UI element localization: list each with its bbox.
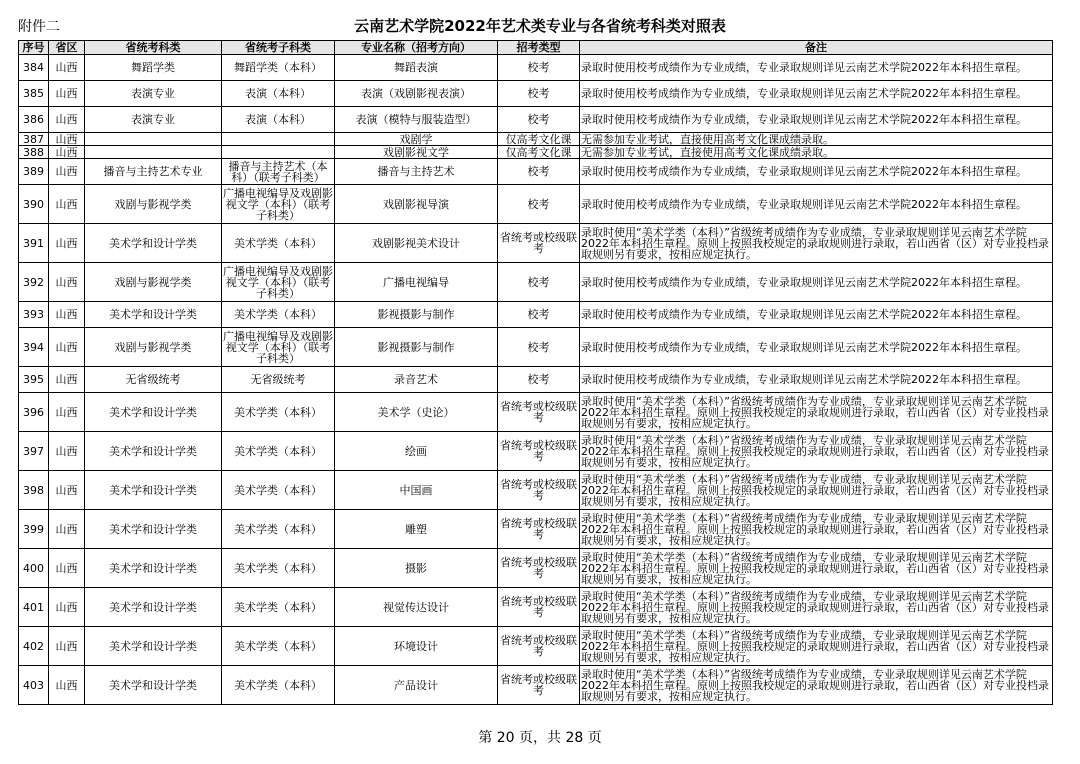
table-row: [19, 588, 1053, 627]
subcategory-cell: 美术学类（本科）: [222, 302, 335, 328]
row-number-cell: 391: [19, 224, 49, 263]
exam-type-cell: 校考: [498, 55, 580, 81]
row-number-cell: 388: [19, 146, 49, 159]
column-header-subcategory: 省统考子科类: [222, 41, 335, 55]
category-cell: 无省级统考: [85, 367, 222, 393]
row-number-cell: 399: [19, 510, 49, 549]
category-cell: 舞蹈学类: [85, 55, 222, 81]
row-number-cell: 394: [19, 328, 49, 367]
exam-type-cell: 省统考或校级联考: [498, 510, 580, 549]
province-cell: 山西: [49, 302, 85, 328]
major-cell: 中国画: [335, 471, 498, 510]
subcategory-cell: 美术学类（本科）: [222, 432, 335, 471]
exam-type-cell: 校考: [498, 302, 580, 328]
exam-type-cell: 校考: [498, 263, 580, 302]
major-cell: 影视摄影与制作: [335, 302, 498, 328]
province-cell: 山西: [49, 471, 85, 510]
note-cell: 录取时使用校考成绩作为专业成绩，专业录取规则详见云南艺术学院2022年本科招生章程。: [580, 159, 1053, 185]
exam-type-cell: 校考: [498, 185, 580, 224]
category-cell: 美术学和设计学类: [85, 393, 222, 432]
province-cell: 山西: [49, 510, 85, 549]
note-cell: 录取时使用校考成绩作为专业成绩，专业录取规则详见云南艺术学院2022年本科招生章程。: [580, 81, 1053, 107]
exam-type-cell: 省统考或校级联考: [498, 588, 580, 627]
exam-type-cell: 仅高考文化课: [498, 133, 580, 146]
major-cell: 美术学（史论）: [335, 393, 498, 432]
major-cell: 戏剧学: [335, 133, 498, 146]
note-cell: 录取时使用校考成绩作为专业成绩，专业录取规则详见云南艺术学院2022年本科招生章程。: [580, 367, 1053, 393]
major-cell: 戏剧影视美术设计: [335, 224, 498, 263]
category-cell: [85, 146, 222, 159]
exam-type-cell: 省统考或校级联考: [498, 666, 580, 705]
table-row: [19, 367, 1053, 393]
exam-type-cell: 校考: [498, 81, 580, 107]
column-header-category: 省统考科类: [85, 41, 222, 55]
table-row: [19, 107, 1053, 133]
exam-type-cell: 省统考或校级联考: [498, 549, 580, 588]
table-row: [19, 159, 1053, 185]
exam-type-cell: 省统考或校级联考: [498, 471, 580, 510]
subcategory-cell: 美术学类（本科）: [222, 393, 335, 432]
row-number-cell: 385: [19, 81, 49, 107]
subcategory-cell: 美术学类（本科）: [222, 471, 335, 510]
exam-type-cell: 省统考或校级联考: [498, 224, 580, 263]
category-cell: 美术学和设计学类: [85, 510, 222, 549]
table-row: [19, 549, 1053, 588]
province-cell: 山西: [49, 549, 85, 588]
category-cell: [85, 133, 222, 146]
subcategory-cell: 表演（本科）: [222, 107, 335, 133]
province-cell: 山西: [49, 367, 85, 393]
note-cell: 录取时使用“美术学类（本科）”省级统考成绩作为专业成绩，专业录取规则详见云南艺术学院2022年本科招生章程。原则上按照我校规定的录取规则进行录取，若山西省（区）对专业投档录取规则另有要求，按相应规定执行。: [580, 549, 1053, 588]
note-cell: 录取时使用“美术学类（本科）”省级统考成绩作为专业成绩，专业录取规则详见云南艺术学院2022年本科招生章程。原则上按照我校规定的录取规则进行录取，若山西省（区）对专业投档录取规则另有要求，按相应规定执行。: [580, 588, 1053, 627]
table-row: [19, 627, 1053, 666]
row-number-cell: 389: [19, 159, 49, 185]
major-cell: 环境设计: [335, 627, 498, 666]
province-cell: 山西: [49, 159, 85, 185]
category-cell: 美术学和设计学类: [85, 224, 222, 263]
major-cell: 绘画: [335, 432, 498, 471]
subcategory-cell: 播音与主持艺术（本科）（联考子科类）: [222, 159, 335, 185]
category-cell: 戏剧与影视学类: [85, 263, 222, 302]
province-cell: 山西: [49, 185, 85, 224]
subcategory-cell: 无省级统考: [222, 367, 335, 393]
province-cell: 山西: [49, 627, 85, 666]
note-cell: 无需参加专业考试，直接使用高考文化课成绩录取。: [580, 146, 1053, 159]
note-cell: 录取时使用“美术学类（本科）”省级统考成绩作为专业成绩，专业录取规则详见云南艺术学院2022年本科招生章程。原则上按照我校规定的录取规则进行录取，若山西省（区）对专业投档录取规则另有要求，按相应规定执行。: [580, 393, 1053, 432]
exam-type-cell: 校考: [498, 367, 580, 393]
note-cell: 录取时使用“美术学类（本科）”省级统考成绩作为专业成绩，专业录取规则详见云南艺术学院2022年本科招生章程。原则上按照我校规定的录取规则进行录取，若山西省（区）对专业投档录取规则另有要求，按相应规定执行。: [580, 224, 1053, 263]
row-number-cell: 393: [19, 302, 49, 328]
table-row: [19, 666, 1053, 705]
exam-type-cell: 仅高考文化课: [498, 146, 580, 159]
row-number-cell: 401: [19, 588, 49, 627]
category-cell: 美术学和设计学类: [85, 627, 222, 666]
table-row: [19, 471, 1053, 510]
row-number-cell: 396: [19, 393, 49, 432]
major-cell: 表演（戏剧影视表演）: [335, 81, 498, 107]
column-header-major: 专业名称（招考方向）: [335, 41, 498, 55]
subcategory-cell: 表演（本科）: [222, 81, 335, 107]
subcategory-cell: 美术学类（本科）: [222, 549, 335, 588]
exam-type-cell: 省统考或校级联考: [498, 432, 580, 471]
row-number-cell: 392: [19, 263, 49, 302]
major-cell: 摄影: [335, 549, 498, 588]
province-cell: 山西: [49, 55, 85, 81]
note-cell: 录取时使用“美术学类（本科）”省级统考成绩作为专业成绩，专业录取规则详见云南艺术学院2022年本科招生章程。原则上按照我校规定的录取规则进行录取，若山西省（区）对专业投档录取规则另有要求，按相应规定执行。: [580, 666, 1053, 705]
subcategory-cell: 美术学类（本科）: [222, 627, 335, 666]
major-cell: 影视摄影与制作: [335, 328, 498, 367]
subcategory-cell: 广播电视编导及戏剧影视文学（本科）（联考子科类）: [223, 264, 333, 300]
category-cell: 播音与主持艺术专业: [85, 159, 222, 185]
row-number-cell: 397: [19, 432, 49, 471]
note-cell: 无需参加专业考试，直接使用高考文化课成绩录取。: [580, 133, 1053, 146]
note-cell: 录取时使用校考成绩作为专业成绩，专业录取规则详见云南艺术学院2022年本科招生章程。: [580, 328, 1053, 367]
page-number: 第 20 页，共 28 页: [478, 730, 602, 746]
attachment-label: 附件二: [18, 19, 60, 35]
table-row: [19, 81, 1053, 107]
table-body: [19, 55, 1053, 705]
note-cell: 录取时使用校考成绩作为专业成绩，专业录取规则详见云南艺术学院2022年本科招生章程。: [580, 107, 1053, 133]
province-cell: 山西: [49, 133, 85, 146]
column-header-exam-type: 招考类型: [498, 41, 580, 55]
table-row: [19, 263, 1053, 302]
province-cell: 山西: [49, 224, 85, 263]
document-title: 云南艺术学院2022年艺术类专业与各省统考科类对照表: [354, 17, 726, 35]
province-cell: 山西: [49, 328, 85, 367]
major-cell: 戏剧影视文学: [335, 146, 498, 159]
major-cell: 表演（模特与服装造型）: [335, 107, 498, 133]
major-cell: 戏剧影视导演: [335, 185, 498, 224]
exam-type-cell: 校考: [498, 328, 580, 367]
row-number-cell: 395: [19, 367, 49, 393]
row-number-cell: 402: [19, 627, 49, 666]
note-cell: 录取时使用校考成绩作为专业成绩，专业录取规则详见云南艺术学院2022年本科招生章程。: [580, 185, 1053, 224]
note-cell: 录取时使用“美术学类（本科）”省级统考成绩作为专业成绩，专业录取规则详见云南艺术学院2022年本科招生章程。原则上按照我校规定的录取规则进行录取，若山西省（区）对专业投档录取规则另有要求，按相应规定执行。: [580, 471, 1053, 510]
category-cell: 戏剧与影视学类: [85, 328, 222, 367]
row-number-cell: 400: [19, 549, 49, 588]
category-cell: 美术学和设计学类: [85, 588, 222, 627]
subcategory-cell: 美术学类（本科）: [222, 588, 335, 627]
note-cell: 录取时使用“美术学类（本科）”省级统考成绩作为专业成绩，专业录取规则详见云南艺术学院2022年本科招生章程。原则上按照我校规定的录取规则进行录取，若山西省（区）对专业投档录取规则另有要求，按相应规定执行。: [580, 510, 1053, 549]
table-row: [19, 133, 1053, 146]
row-number-cell: 390: [19, 185, 49, 224]
table-row: [19, 185, 1053, 224]
province-cell: 山西: [49, 81, 85, 107]
category-cell: 表演专业: [85, 107, 222, 133]
table-row: [19, 302, 1053, 328]
province-cell: 山西: [49, 107, 85, 133]
table-row: [19, 55, 1053, 81]
table-row: [19, 328, 1053, 367]
column-header-note: 备注: [580, 41, 1053, 55]
subcategory-cell: [222, 146, 335, 159]
province-cell: 山西: [49, 432, 85, 471]
table-row: [19, 224, 1053, 263]
note-cell: 录取时使用校考成绩作为专业成绩，专业录取规则详见云南艺术学院2022年本科招生章程。: [580, 55, 1053, 81]
major-cell: 视觉传达设计: [335, 588, 498, 627]
subcategory-cell: 美术学类（本科）: [222, 510, 335, 549]
column-header-no: 序号: [19, 41, 49, 55]
subcategory-cell: 广播电视编导及戏剧影视文学（本科）（联考子科类）: [223, 329, 333, 365]
category-cell: 美术学和设计学类: [85, 666, 222, 705]
province-cell: 山西: [49, 588, 85, 627]
table-row: [19, 432, 1053, 471]
province-cell: 山西: [49, 393, 85, 432]
category-cell: 表演专业: [85, 81, 222, 107]
major-cell: 产品设计: [335, 666, 498, 705]
major-cell: 舞蹈表演: [335, 55, 498, 81]
note-cell: 录取时使用“美术学类（本科）”省级统考成绩作为专业成绩，专业录取规则详见云南艺术学院2022年本科招生章程。原则上按照我校规定的录取规则进行录取，若山西省（区）对专业投档录取规则另有要求，按相应规定执行。: [580, 627, 1053, 666]
subcategory-cell: 美术学类（本科）: [222, 666, 335, 705]
subcategory-cell: 美术学类（本科）: [222, 224, 335, 263]
subcategory-cell: 舞蹈学类（本科）: [222, 55, 335, 81]
exam-type-cell: 校考: [498, 159, 580, 185]
category-cell: 戏剧与影视学类: [85, 185, 222, 224]
column-header-province: 省区: [49, 41, 85, 55]
admissions-table: [18, 40, 1053, 705]
table-header-row: [19, 41, 1053, 55]
major-cell: 广播电视编导: [335, 263, 498, 302]
major-cell: 录音艺术: [335, 367, 498, 393]
major-cell: 播音与主持艺术: [335, 159, 498, 185]
exam-type-cell: 省统考或校级联考: [498, 393, 580, 432]
row-number-cell: 387: [19, 133, 49, 146]
note-cell: 录取时使用校考成绩作为专业成绩，专业录取规则详见云南艺术学院2022年本科招生章程。: [580, 263, 1053, 302]
row-number-cell: 386: [19, 107, 49, 133]
category-cell: 美术学和设计学类: [85, 432, 222, 471]
category-cell: 美术学和设计学类: [85, 302, 222, 328]
row-number-cell: 398: [19, 471, 49, 510]
province-cell: 山西: [49, 263, 85, 302]
note-cell: 录取时使用校考成绩作为专业成绩，专业录取规则详见云南艺术学院2022年本科招生章程。: [580, 302, 1053, 328]
table-row: [19, 393, 1053, 432]
major-cell: 雕塑: [335, 510, 498, 549]
category-cell: 美术学和设计学类: [85, 471, 222, 510]
category-cell: 美术学和设计学类: [85, 549, 222, 588]
row-number-cell: 403: [19, 666, 49, 705]
province-cell: 山西: [49, 666, 85, 705]
note-cell: 录取时使用“美术学类（本科）”省级统考成绩作为专业成绩，专业录取规则详见云南艺术学院2022年本科招生章程。原则上按照我校规定的录取规则进行录取，若山西省（区）对专业投档录取规则另有要求，按相应规定执行。: [580, 432, 1053, 471]
row-number-cell: 384: [19, 55, 49, 81]
table-row: [19, 510, 1053, 549]
exam-type-cell: 校考: [498, 107, 580, 133]
exam-type-cell: 省统考或校级联考: [498, 627, 580, 666]
subcategory-cell: 广播电视编导及戏剧影视文学（本科）（联考子科类）: [223, 186, 333, 222]
table-row: [19, 146, 1053, 159]
province-cell: 山西: [49, 146, 85, 159]
subcategory-cell: [222, 133, 335, 146]
